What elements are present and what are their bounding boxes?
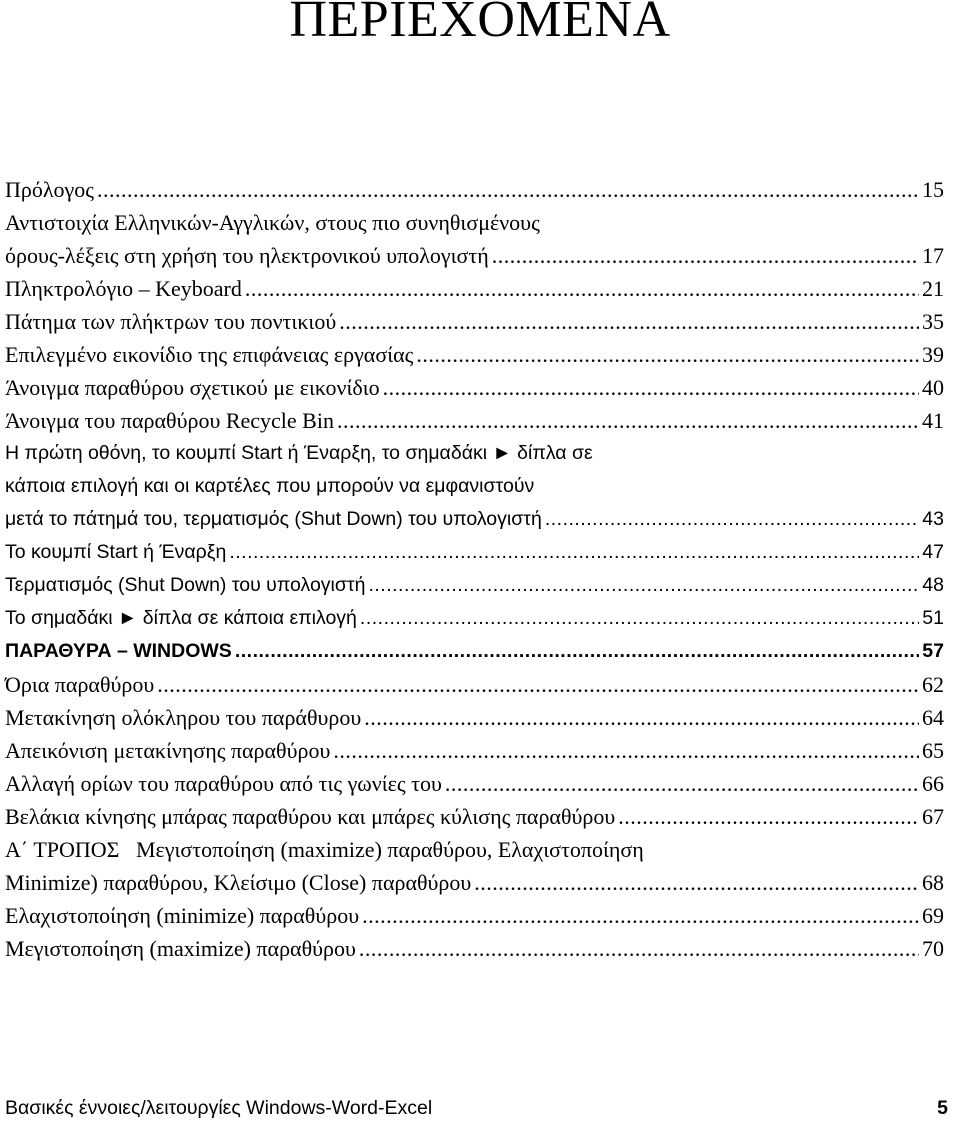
dot-leader	[618, 800, 919, 833]
toc-entry-title: Πρόλογος	[5, 177, 94, 202]
footer-text: Βασικές έννοιες/λειτουργίες Windows-Word-Excel	[5, 1097, 433, 1119]
toc-page-number: 64	[922, 705, 944, 730]
toc-entry-start-button	[5, 536, 944, 569]
toc-page-number: 17	[922, 243, 944, 268]
toc-page-number: 69	[922, 903, 944, 928]
toc-entry-title: Αλλαγή ορίων του παραθύρου από τις γωνίες του	[5, 771, 442, 796]
toc-entry-title: Πληκτρολόγιο – Keyboard	[5, 276, 242, 301]
toc-page-number: 68	[922, 870, 944, 895]
toc-entry-title-line: Α΄ ΤΡΟΠΟΣ Μεγιστοποίηση (maximize) παραθύρου, Ελαχιστοποίηση	[5, 837, 644, 862]
dot-leader	[368, 569, 919, 602]
toc-entry-title: Απεικόνιση μετακίνησης παραθύρου	[5, 738, 331, 763]
toc-page-number: 47	[922, 541, 944, 563]
dot-leader	[337, 404, 919, 437]
toc-page-number: 21	[922, 276, 944, 301]
dot-leader	[229, 536, 919, 569]
toc-entry-title: όρους-λέξεις στη χρήση του ηλεκτρονικού υπολογιστή	[5, 243, 489, 268]
dot-leader	[235, 635, 919, 668]
toc-entry-title: Επιλεγμένο εικονίδιο της επιφάνειας εργασίας	[5, 342, 414, 367]
dot-leader	[492, 239, 919, 272]
toc-entry-minimize	[5, 899, 944, 932]
toc-entry-title: Τερματισμός (Shut Down) του υπολογιστή	[5, 574, 366, 596]
toc-page-number: 51	[922, 607, 944, 629]
toc-entry-window-borders	[5, 668, 944, 701]
toc-page-number: 40	[922, 375, 944, 400]
dot-leader	[383, 371, 919, 404]
toc-entry-method-a	[5, 833, 944, 899]
dot-leader	[333, 734, 919, 767]
toc-page-number: 41	[922, 408, 944, 433]
toc-entry-windows-chapter	[5, 635, 944, 668]
toc-page-number: 35	[922, 309, 944, 334]
toc-entry-title: Μετακίνηση ολόκληρου του παράθυρου	[5, 705, 362, 730]
toc-entry-title: Minimize) παραθύρου, Κλείσιμο (Close) παραθύρου	[5, 870, 472, 895]
toc-entry-title: Βελάκια κίνησης μπάρας παραθύρου και μπάρες κύλισης παραθύρου	[5, 804, 616, 829]
dot-leader	[245, 272, 919, 305]
toc-page-number: 39	[922, 342, 944, 367]
toc-entry-shutdown	[5, 569, 944, 602]
toc-entry-prologue	[5, 173, 944, 206]
toc-entry-move-window	[5, 701, 944, 734]
toc-entry-title: Άνοιγμα του παραθύρου Recycle Bin	[5, 408, 334, 433]
toc-entry-mouse-buttons	[5, 305, 944, 338]
footer-page-number: 5	[937, 1097, 948, 1119]
dot-leader	[445, 767, 919, 800]
toc-entry-title: Μεγιστοποίηση (maximize) παραθύρου	[5, 936, 356, 961]
toc-page-number: 57	[922, 640, 944, 662]
toc-page-number: 62	[922, 672, 944, 697]
toc-entry-title-line: Αντιστοιχία Ελληνικών-Αγγλικών, στους πιο συνηθισμένους	[5, 210, 540, 235]
toc-page-number: 65	[922, 738, 944, 763]
dot-leader	[474, 866, 919, 899]
toc-entry-selected-icon	[5, 338, 944, 371]
dot-leader	[157, 668, 919, 701]
toc-entry-title: Όρια παραθύρου	[5, 672, 155, 697]
toc-entry-move-preview	[5, 734, 944, 767]
dot-leader	[416, 338, 919, 371]
toc-page-number: 67	[922, 804, 944, 829]
toc-entry-title: Το σημαδάκι ► δίπλα σε κάποια επιλογή	[5, 607, 357, 629]
toc-page-number: 70	[922, 936, 944, 961]
toc-entry-title-line: κάποια επιλογή και οι καρτέλες που μπορούν να εμφανιστούν	[5, 475, 535, 497]
dot-leader	[360, 602, 919, 635]
toc-entry-maximize	[5, 932, 944, 965]
toc-page-number: 48	[922, 574, 944, 596]
toc-entry-first-screen	[5, 437, 944, 536]
toc-entry-title: Άνοιγμα παραθύρου σχετικού με εικονίδιο	[5, 375, 380, 400]
toc-entry-title: Ελαχιστοποίηση (minimize) παραθύρου	[5, 903, 360, 928]
toc-page-number: 43	[922, 508, 944, 530]
toc-chapter-title: ΠΑΡΑΘΥΡΑ – WINDOWS	[5, 640, 232, 662]
toc-entry-open-window	[5, 371, 944, 404]
toc-entry-title: μετά το πάτημά του, τερματισμός (Shut Down) του υπολογιστή	[5, 508, 542, 530]
dot-leader	[339, 305, 919, 338]
table-of-contents	[5, 173, 944, 965]
toc-entry-arrow-marker	[5, 602, 944, 635]
toc-entry-title: Το κουμπί Start ή Έναρξη	[5, 541, 227, 563]
toc-page-number: 15	[922, 177, 944, 202]
toc-entry-recycle-bin	[5, 404, 944, 437]
toc-entry-keyboard	[5, 272, 944, 305]
page-title: ΠΕΡΙΕΧΟΜΕΝΑ	[289, 0, 671, 48]
toc-page-number: 66	[922, 771, 944, 796]
dot-leader	[362, 899, 919, 932]
toc-entry-resize-corners	[5, 767, 944, 800]
toc-entry-title: Πάτημα των πλήκτρων του ποντικιού	[5, 309, 337, 334]
toc-entry-terminology	[5, 206, 944, 272]
dot-leader	[364, 701, 919, 734]
toc-entry-title-line: Η πρώτη οθόνη, το κουμπί Start ή Έναρξη, το σημαδάκι ► δίπλα σε	[5, 442, 593, 464]
dot-leader	[545, 503, 919, 536]
dot-leader	[359, 932, 919, 965]
page-footer	[5, 1096, 948, 1120]
toc-entry-scrollbars	[5, 800, 944, 833]
dot-leader	[97, 173, 919, 206]
